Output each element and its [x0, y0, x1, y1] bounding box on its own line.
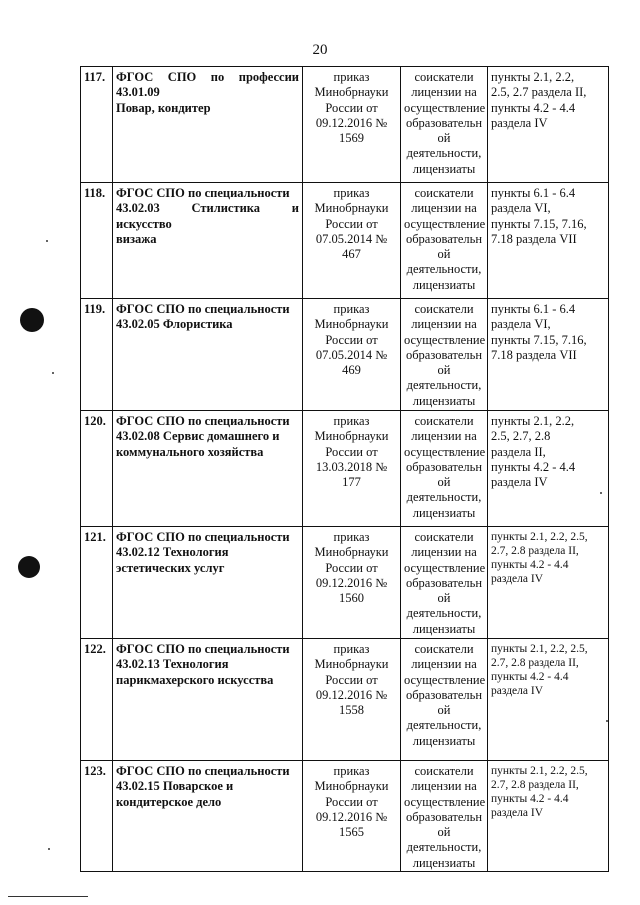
- standard-title-line: визажа: [116, 231, 157, 246]
- subjects-line: ой: [437, 703, 451, 718]
- hole-punch-mark: [20, 308, 44, 332]
- requirement-points-line: пункты 2.1, 2.2,: [491, 70, 575, 84]
- requirement-points-line: пункты 7.15, 7.16,: [491, 332, 587, 347]
- subjects-line: лицензии на: [411, 657, 477, 672]
- row-number: 119.: [81, 299, 113, 411]
- requirement-points-line: пункты 4.2 - 4.4: [491, 559, 569, 571]
- table-row: [81, 183, 609, 299]
- standard-title-line: ФГОС СПО по специальности: [116, 186, 290, 200]
- subjects: [401, 299, 488, 411]
- requirement-points: [488, 299, 609, 411]
- requirement-points-line: раздела IV: [491, 685, 543, 697]
- order-reference: [303, 527, 401, 639]
- subjects-line: ой: [437, 247, 451, 262]
- order-reference-line: России от: [325, 672, 378, 687]
- scan-speck: [52, 372, 54, 374]
- subjects-line: образовательн: [405, 459, 483, 474]
- order-reference: [303, 299, 401, 411]
- standard-title-line: ФГОС СПО по специальности: [116, 642, 290, 656]
- order-reference-line: приказ: [333, 70, 370, 84]
- subjects-line: осуществление: [404, 794, 486, 809]
- subjects-line: деятельности,: [406, 146, 482, 161]
- row-number: 121.: [81, 527, 113, 639]
- subjects-line: лицензиаты: [412, 393, 476, 408]
- order-reference-line: приказ: [333, 186, 370, 200]
- order-reference-line: Минобрнауки: [314, 85, 389, 100]
- standard-title-line: Повар, кондитер: [116, 100, 211, 115]
- standard-title-line: 43.02.05 Флористика: [116, 317, 233, 332]
- row-number: 118.: [81, 183, 113, 299]
- requirement-points: [488, 639, 609, 761]
- requirement-points-line: раздела II,: [491, 444, 546, 459]
- standard-title-line: 43.02.15 Поварское и: [116, 779, 234, 794]
- scan-speck: [606, 720, 608, 722]
- requirement-points-line: 2.5, 2.7 раздела II,: [491, 85, 587, 100]
- standard-title: [113, 761, 303, 872]
- order-reference-line: приказ: [333, 764, 370, 778]
- row-number: 117.: [81, 67, 113, 183]
- row-number: 122.: [81, 639, 113, 761]
- order-reference-line: 13.03.2018 №: [315, 459, 388, 474]
- order-reference-line: 177: [342, 475, 361, 490]
- requirement-points-line: пункты 7.15, 7.16,: [491, 216, 587, 231]
- standard-title-line: коммунального хозяйства: [116, 444, 264, 459]
- subjects-line: деятельности,: [406, 840, 482, 855]
- subjects-line: соискатели: [414, 642, 474, 656]
- requirement-points: [488, 411, 609, 527]
- standard-title-line: ФГОС СПО по профессии 43.01.09: [116, 70, 299, 100]
- order-reference: [303, 67, 401, 183]
- order-reference-line: приказ: [333, 302, 370, 316]
- subjects-line: осуществление: [404, 332, 486, 347]
- requirement-points-line: раздела IV: [491, 573, 543, 585]
- standard-title-line: 43.02.13 Технология: [116, 657, 229, 672]
- requirement-points-line: пункты 4.2 - 4.4: [491, 671, 569, 683]
- requirement-points-line: 2.7, 2.8 раздела II,: [491, 545, 579, 557]
- order-reference-line: России от: [325, 100, 378, 115]
- requirement-points-line: пункты 2.1, 2.2, 2.5,: [491, 643, 588, 655]
- subjects-line: деятельности,: [406, 718, 482, 733]
- standard-title: [113, 527, 303, 639]
- order-reference: [303, 411, 401, 527]
- order-reference-line: приказ: [333, 530, 370, 544]
- subjects: [401, 67, 488, 183]
- standard-title-line: ФГОС СПО по специальности: [116, 302, 290, 316]
- scan-speck: [46, 240, 48, 242]
- subjects-line: осуществление: [404, 560, 486, 575]
- subjects-line: образовательн: [405, 231, 483, 246]
- order-reference-line: Минобрнауки: [314, 201, 389, 216]
- order-reference-line: 09.12.2016 № 1558: [315, 687, 388, 718]
- requirement-points: [488, 183, 609, 299]
- table-row: [81, 67, 609, 183]
- order-reference: [303, 761, 401, 872]
- order-reference-line: России от: [325, 216, 378, 231]
- order-reference-line: приказ: [333, 642, 370, 656]
- requirement-points-line: пункты 2.1, 2.2, 2.5,: [491, 765, 588, 777]
- order-reference-line: 07.05.2014 № 467: [315, 231, 388, 262]
- subjects-line: осуществление: [404, 100, 486, 115]
- standard-title-line: парикмахерского искусства: [116, 672, 274, 687]
- subjects-line: лицензиаты: [412, 855, 476, 870]
- order-reference-line: 07.05.2014 № 469: [315, 347, 388, 378]
- standard-title-line: ФГОС СПО по специальности: [116, 530, 290, 544]
- order-reference-line: 09.12.2016 №: [315, 809, 388, 824]
- order-reference-line: России от: [325, 332, 378, 347]
- standard-title-line: 43.02.08 Сервис домашнего и: [116, 429, 280, 444]
- subjects-line: соискатели: [414, 414, 474, 428]
- standard-title: [113, 183, 303, 299]
- subjects-line: ой: [437, 131, 451, 146]
- order-reference: [303, 183, 401, 299]
- order-reference-line: 1560: [339, 591, 364, 606]
- subjects-line: соискатели: [414, 70, 474, 84]
- requirement-points-line: пункты 4.2 - 4.4: [491, 459, 576, 474]
- subjects-line: ой: [437, 475, 451, 490]
- row-number: 123.: [81, 761, 113, 872]
- subjects: [401, 183, 488, 299]
- order-reference-line: 1565: [339, 825, 364, 840]
- order-reference-line: России от: [325, 560, 378, 575]
- row-number: 120.: [81, 411, 113, 527]
- standard-title: [113, 67, 303, 183]
- requirement-points-line: 2.5, 2.7, 2.8: [491, 429, 551, 444]
- subjects-line: деятельности,: [406, 262, 482, 277]
- subjects-line: осуществление: [404, 444, 486, 459]
- requirement-points-line: пункты 2.1, 2.2, 2.5,: [491, 531, 588, 543]
- standard-title-line: 43.02.03 Стилистика и искусство: [116, 201, 299, 231]
- subjects-line: образовательн: [405, 809, 483, 824]
- subjects-line: осуществление: [404, 216, 486, 231]
- subjects-line: образовательн: [405, 575, 483, 590]
- requirement-points-line: раздела VI,: [491, 201, 551, 216]
- subjects: [401, 639, 488, 761]
- subjects: [401, 527, 488, 639]
- standard-title-line: ФГОС СПО по специальности: [116, 414, 290, 428]
- subjects-line: деятельности,: [406, 378, 482, 393]
- subjects: [401, 761, 488, 872]
- requirement-points-line: 2.7, 2.8 раздела II,: [491, 779, 579, 791]
- requirement-points-line: пункты 6.1 - 6.4: [491, 186, 576, 200]
- scan-speck: [600, 492, 602, 494]
- subjects-line: лицензии на: [411, 201, 477, 216]
- subjects-line: образовательн: [405, 115, 483, 130]
- standard-title-line: 43.02.12 Технология: [116, 545, 229, 560]
- standard-title: [113, 639, 303, 761]
- standard-title-line: ФГОС СПО по специальности: [116, 764, 290, 778]
- order-reference: [303, 639, 401, 761]
- subjects-line: лицензии на: [411, 779, 477, 794]
- requirement-points: [488, 527, 609, 639]
- scan-speck: [48, 848, 50, 850]
- subjects-line: образовательн: [405, 687, 483, 702]
- subjects-line: лицензиаты: [412, 621, 476, 636]
- table-row: [81, 761, 609, 872]
- requirement-points-line: раздела VI,: [491, 317, 551, 332]
- requirement-points-line: пункты 4.2 - 4.4: [491, 100, 576, 115]
- table-row: [81, 527, 609, 639]
- requirement-points-line: пункты 2.1, 2.2,: [491, 414, 575, 428]
- subjects-line: соискатели: [414, 302, 474, 316]
- subjects-line: лицензиаты: [412, 277, 476, 292]
- requirement-points-line: 2.7, 2.8 раздела II,: [491, 657, 579, 669]
- order-reference-line: России от: [325, 794, 378, 809]
- subjects-line: осуществление: [404, 672, 486, 687]
- order-reference-line: России от: [325, 444, 378, 459]
- table-row: [81, 411, 609, 527]
- subjects-line: лицензиаты: [412, 733, 476, 748]
- hole-punch-mark: [18, 556, 40, 578]
- subjects-line: деятельности,: [406, 490, 482, 505]
- subjects-line: ой: [437, 363, 451, 378]
- subjects-line: соискатели: [414, 530, 474, 544]
- standard-title: [113, 299, 303, 411]
- page-number: 20: [312, 42, 328, 58]
- subjects-line: лицензии на: [411, 545, 477, 560]
- standard-title-line: эстетических услуг: [116, 560, 225, 575]
- requirement-points: [488, 67, 609, 183]
- order-reference-line: Минобрнауки: [314, 779, 389, 794]
- subjects-line: образовательн: [405, 347, 483, 362]
- subjects-line: соискатели: [414, 186, 474, 200]
- scan-edge-line: [8, 896, 88, 897]
- subjects: [401, 411, 488, 527]
- standards-table: [80, 66, 609, 872]
- order-reference-line: 09.12.2016 № 1569: [315, 115, 388, 146]
- subjects-line: лицензии на: [411, 85, 477, 100]
- order-reference-line: 09.12.2016 №: [315, 575, 388, 590]
- table-row: [81, 299, 609, 411]
- requirement-points-line: 7.18 раздела VII: [491, 347, 577, 362]
- requirement-points-line: раздела IV: [491, 475, 548, 490]
- table-row: [81, 639, 609, 761]
- subjects-line: лицензии на: [411, 317, 477, 332]
- subjects-line: лицензиаты: [412, 505, 476, 520]
- standard-title-line: кондитерское дело: [116, 794, 222, 809]
- subjects-line: деятельности,: [406, 606, 482, 621]
- requirement-points-line: пункты 6.1 - 6.4: [491, 302, 576, 316]
- subjects-line: ой: [437, 591, 451, 606]
- order-reference-line: Минобрнауки: [314, 657, 389, 672]
- subjects-line: лицензиаты: [412, 161, 476, 176]
- order-reference-line: приказ: [333, 414, 370, 428]
- requirement-points-line: раздела IV: [491, 807, 543, 819]
- requirement-points-line: раздела IV: [491, 115, 548, 130]
- order-reference-line: Минобрнауки: [314, 317, 389, 332]
- requirement-points-line: 7.18 раздела VII: [491, 231, 577, 246]
- requirement-points: [488, 761, 609, 872]
- requirement-points-line: пункты 4.2 - 4.4: [491, 793, 569, 805]
- subjects-line: ой: [437, 825, 451, 840]
- order-reference-line: Минобрнауки: [314, 429, 389, 444]
- subjects-line: соискатели: [414, 764, 474, 778]
- subjects-line: лицензии на: [411, 429, 477, 444]
- order-reference-line: Минобрнауки: [314, 545, 389, 560]
- standard-title: [113, 411, 303, 527]
